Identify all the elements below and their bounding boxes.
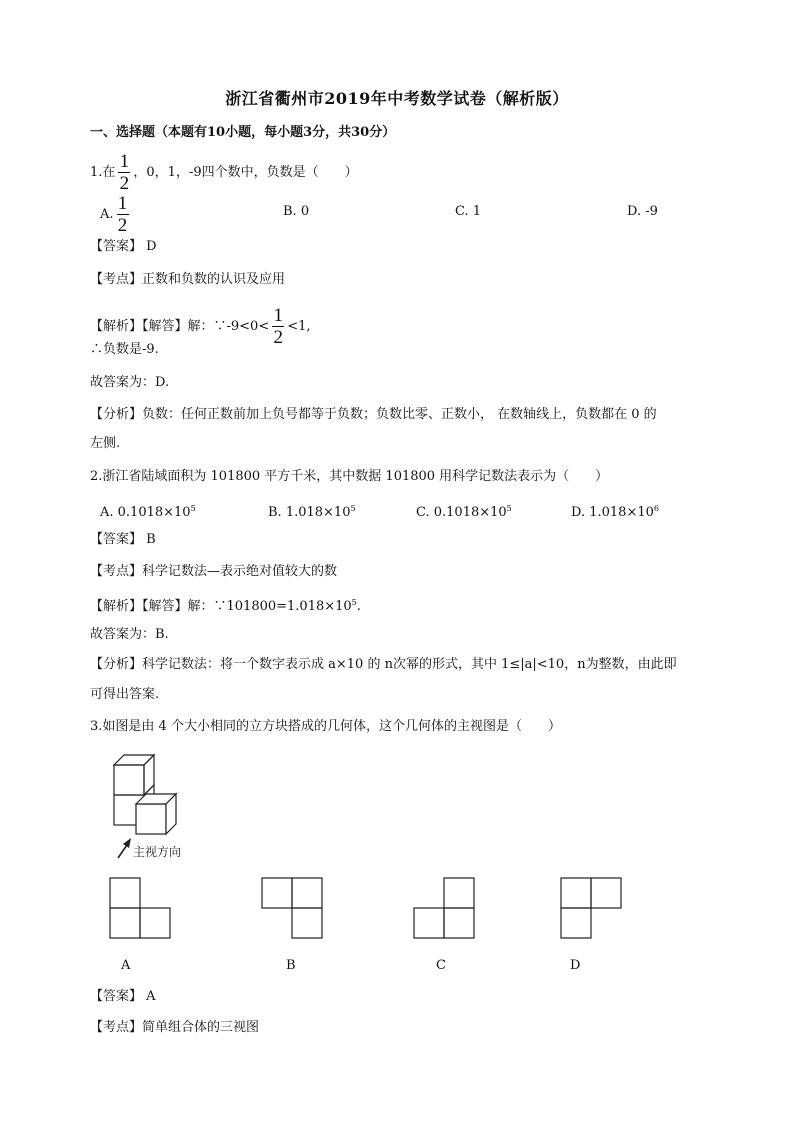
q3-option-b-label: B — [286, 958, 296, 973]
q2-jiexi-exponent: 5 — [351, 598, 357, 607]
view-square — [110, 878, 140, 908]
q2-option-a-text: A. 0.1018×10 — [100, 505, 191, 520]
q3-option-c-figure — [412, 876, 476, 942]
q1-option-a — [100, 194, 132, 235]
q2-option-b — [268, 500, 356, 522]
q1-prefix: 1.在 — [90, 165, 116, 180]
q3-option-b-figure — [260, 876, 324, 942]
q3-option-a-figure — [108, 876, 172, 942]
view-square — [414, 908, 444, 938]
q2-option-c-text: C. 0.1018×10 — [416, 505, 507, 520]
view-square — [561, 878, 591, 908]
cube-top-face — [114, 755, 154, 765]
view-square — [561, 908, 591, 938]
q1-stem-rest: ，0，1，-9四个数中，负数是（ ） — [133, 165, 358, 180]
q1-option-d: D. -9 — [627, 204, 658, 219]
cube-front-face — [136, 804, 166, 834]
view-square — [262, 878, 292, 908]
view-square — [444, 878, 474, 908]
q2-option-a — [100, 500, 196, 522]
q2-fenxi-line2: 可得出答案. — [90, 687, 160, 702]
q3-answer: 【答案】 A — [90, 989, 156, 1004]
q1-conclusion: ∴负数是-9. — [90, 342, 159, 357]
frac-numerator: 1 — [119, 151, 130, 172]
q2-option-b-exponent: 5 — [350, 504, 356, 513]
q1-option-a-label: A. — [100, 207, 114, 222]
q1-fenxi-line2: 左侧. — [90, 436, 121, 451]
frac-denominator: 2 — [119, 173, 130, 194]
view-square — [444, 908, 474, 938]
q2-option-d-exponent: 6 — [653, 504, 659, 513]
view-direction-label: 主视方向 — [133, 845, 182, 859]
section-heading: 一、选择题（本题有10小题，每小题3分，共30分） — [90, 125, 396, 140]
q2-option-c-exponent: 5 — [506, 504, 512, 513]
q2-option-d-text: D. 1.018×10 — [571, 505, 654, 520]
cube-side-face — [144, 755, 154, 795]
q3-option-a-label: A — [121, 958, 131, 973]
q1-stem — [90, 152, 358, 193]
q2-option-c — [416, 500, 512, 522]
q1-answer: 【答案】 D — [90, 239, 157, 254]
cube-front-face — [114, 765, 144, 795]
page-title: 浙江省衢州市2019年中考数学试卷（解析版） — [225, 89, 569, 108]
frac-numerator: 1 — [117, 193, 128, 214]
q1-option-b: B. 0 — [283, 204, 310, 219]
stacked-cubes — [114, 755, 176, 834]
view-square — [110, 908, 140, 938]
view-direction-arrow — [118, 838, 131, 858]
q3-kaodian: 【考点】简单组合体的三视图 — [90, 1020, 260, 1035]
q1-fenxi-line1: 【分析】负数：任何正数前加上负号都等于负数；负数比零、正数小， 在数轴线上，负数都在 0 的 — [90, 407, 657, 422]
q1-jiexi-suffix: <1, — [287, 319, 311, 334]
q2-option-d — [571, 500, 659, 522]
frac-numerator: 1 — [273, 305, 283, 326]
q3-option-d-figure — [559, 876, 623, 942]
q1-kaodian: 【考点】正数和负数的认识及应用 — [90, 272, 286, 287]
q1-option-c: C. 1 — [455, 204, 482, 219]
q1-jiexi-fraction — [272, 306, 284, 347]
q2-kaodian: 【考点】科学记数法—表示绝对值较大的数 — [90, 564, 338, 579]
q3-option-d-label: D — [570, 958, 581, 973]
q2-answer: 【答案】 B — [90, 532, 156, 547]
view-square — [292, 878, 322, 908]
frac-denominator: 2 — [273, 327, 283, 348]
q2-jiexi-text: 【解析】【解答】解：∵101800=1.018×10 — [90, 599, 352, 614]
q2-jiexi — [90, 594, 361, 616]
q2-jiexi-end: . — [356, 599, 361, 614]
q3-option-c-label: C — [436, 958, 446, 973]
q2-fenxi-line1: 【分析】科学记数法：将一个数字表示成 a×10 的 n次幂的形式，其中 1≤|a|<10，n为整数，由此即 — [90, 657, 677, 672]
q2-final: 故答案为：B. — [90, 627, 169, 642]
view-square — [140, 908, 170, 938]
frac-denominator: 2 — [117, 215, 128, 236]
q1-final: 故答案为：D. — [90, 375, 170, 390]
q1-jiexi-prefix: 【解析】【解答】解：∵-9<0< — [90, 319, 270, 334]
q1-fraction — [118, 152, 130, 193]
q3-stem: 3.如图是由 4 个大小相同的立方块搭成的几何体，这个几何体的主视图是（ ） — [90, 719, 561, 734]
q2-stem: 2.浙江省陆域面积为 101800 平方千米，其中数据 101800 用科学记数法表示为（ ） — [90, 469, 609, 484]
q2-option-b-text: B. 1.018×10 — [268, 505, 351, 520]
cube-figure — [100, 750, 210, 865]
q2-option-a-exponent: 5 — [190, 504, 196, 513]
view-square — [591, 878, 621, 908]
q1-option-a-fraction — [117, 194, 129, 235]
view-square — [292, 908, 322, 938]
